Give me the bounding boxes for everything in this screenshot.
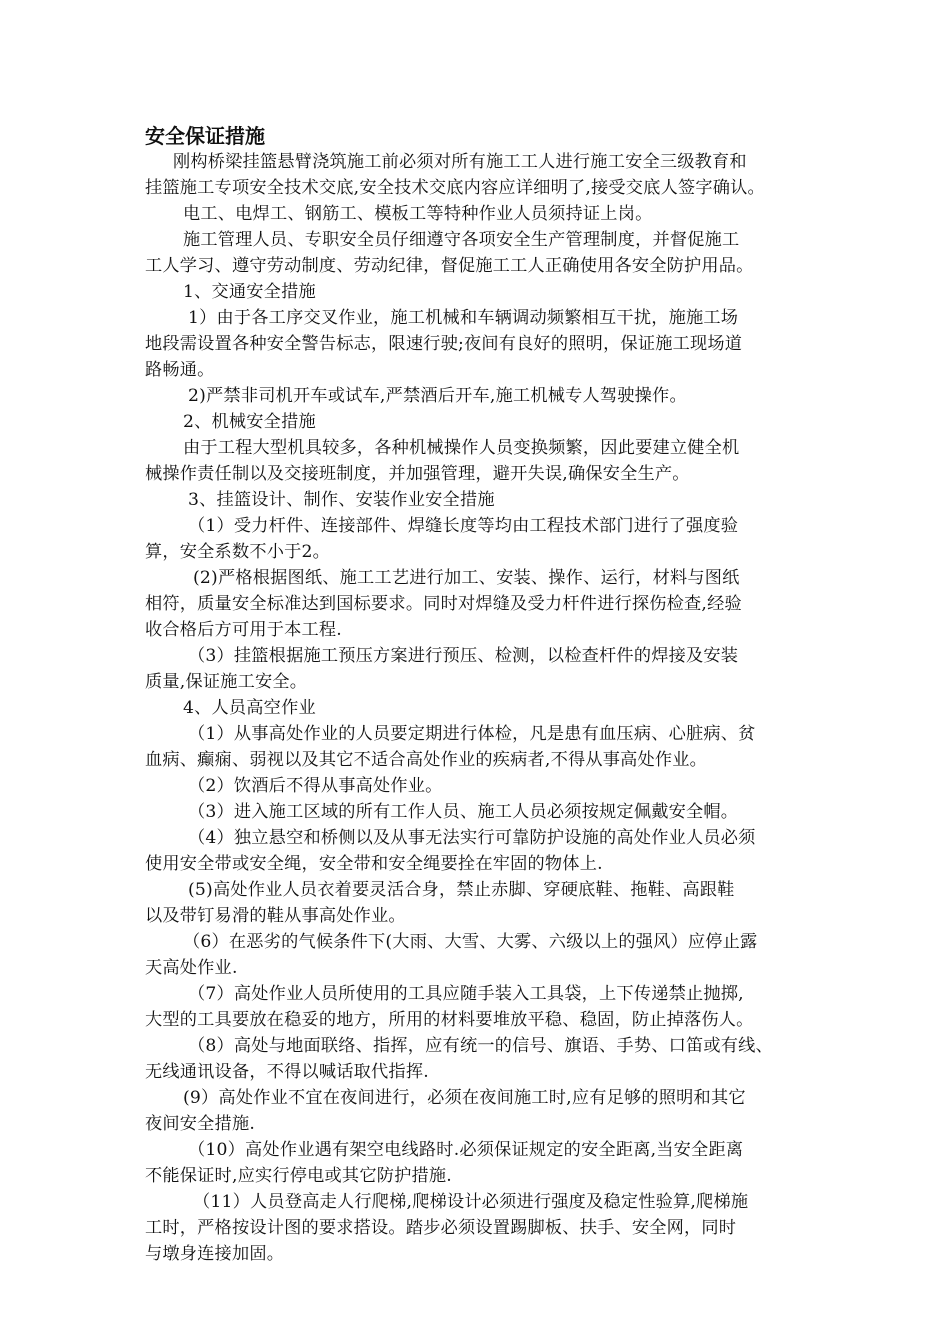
paragraph-line: （3）进入施工区域的所有工作人员、施工人员必须按规定佩戴安全帽。 [188,802,739,822]
paragraph-line: 无线通讯设备，不得以喊话取代指挥. [145,1062,429,1082]
paragraph-line: 天高处作业. [145,958,238,978]
paragraph-line: 工时，严格按设计图的要求搭设。踏步必须设置踢脚板、扶手、安全网，同时 [145,1218,737,1238]
paragraph-line: （2）饮酒后不得从事高处作业。 [188,776,443,796]
paragraph-line: 不能保证时,应实行停电或其它防护措施. [145,1166,452,1186]
paragraph-line: 施工管理人员、专职安全员仔细遵守各项安全生产管理制度，并督促施工 [183,230,740,250]
paragraph-line: 相符，质量安全标准达到国标要求。同时对焊缝及受力杆件进行探伤检查,经验 [145,594,742,614]
document-title: 安全保证措施 [145,124,265,148]
paragraph-line: （1）从事高处作业的人员要定期进行体检，凡是患有血压病、心脏病、贫 [188,724,756,744]
paragraph-line: 质量,保证施工安全。 [145,672,308,692]
paragraph-line: （1）受力杆件、连接部件、焊缝长度等均由工程技术部门进行了强度验 [188,516,739,536]
paragraph-line: （3）挂篮根据施工预压方案进行预压、检测，以检查杆件的焊接及安装 [188,646,739,666]
paragraph-line: 2)严禁非司机开车或试车,严禁酒后开车,施工机械专人驾驶操作。 [188,386,687,406]
paragraph-line: (2)严格根据图纸、施工工艺进行加工、安装、操作、运行，材料与图纸 [193,568,740,588]
paragraph-line: 夜间安全措施. [145,1114,255,1134]
section-heading: 4、人员高空作业 [183,698,316,718]
paragraph-line: （8）高处与地面联络、指挥，应有统一的信号、旗语、手势、口笛或有线、 [188,1036,773,1056]
paragraph-line: 1）由于各工序交叉作业，施工机械和车辆调动频繁相互干扰，施施工场 [188,308,739,328]
paragraph-line: （6）在恶劣的气候条件下(大雨、大雪、大雾、六级以上的强风）应停止露 [183,932,758,952]
paragraph-line: 械操作责任制以及交接班制度，并加强管理，避开失误,确保安全生产。 [145,464,690,484]
paragraph-line: （11）人员登高走人行爬梯,爬梯设计必须进行强度及稳定性验算,爬梯施 [193,1192,749,1212]
paragraph-line: 使用安全带或安全绳，安全带和安全绳要拴在牢固的物体上. [145,854,603,874]
paragraph-line: （7）高处作业人员所使用的工具应随手装入工具袋，上下传递禁止抛掷, [188,984,744,1004]
paragraph-line: 收合格后方可用于本工程. [145,620,342,640]
paragraph-line: （10）高处作业遇有架空电线路时.必须保证规定的安全距离,当安全距离 [188,1140,744,1160]
paragraph-line: 与墩身连接加固。 [145,1244,285,1264]
paragraph-line: (5)高处作业人员衣着要灵活合身，禁止赤脚、穿硬底鞋、拖鞋、高跟鞋 [188,880,735,900]
paragraph-line: 算，安全系数不小于2。 [145,542,331,562]
paragraph-line: 路畅通。 [145,360,215,380]
paragraph-line: 地段需设置各种安全警告标志，限速行驶;夜间有良好的照明，保证施工现场道 [145,334,743,354]
paragraph-line: 挂篮施工专项安全技术交底,安全技术交底内容应详细明了,接受交底人签字确认。 [145,178,765,198]
paragraph-line: 由于工程大型机具较多，各种机械操作人员变换频繁，因此要建立健全机 [183,438,740,458]
paragraph-line: 以及带钉易滑的鞋从事高处作业。 [145,906,406,926]
paragraph-line: 血病、癫痫、弱视以及其它不适合高处作业的疾病者,不得从事高处作业。 [145,750,708,770]
paragraph-line: 大型的工具要放在稳妥的地方，所用的材料要堆放平稳、稳固，防止掉落伤人。 [145,1010,754,1030]
paragraph-line: 电工、电焊工、钢筋工、模板工等特种作业人员须持证上岗。 [183,204,653,224]
paragraph-line: 刚构桥梁挂篮悬臂浇筑施工前必须对所有施工工人进行施工安全三级教育和 [173,152,747,172]
paragraph-line: (9）高处作业不宜在夜间进行，必须在夜间施工时,应有足够的照明和其它 [183,1088,746,1108]
section-heading: 3、挂篮设计、制作、安装作业安全措施 [188,490,495,510]
paragraph-line: （4）独立悬空和桥侧以及从事无法实行可靠防护设施的高处作业人员必须 [188,828,756,848]
paragraph-line: 工人学习、遵守劳动制度、劳动纪律，督促施工工人正确使用各安全防护用品。 [145,256,754,276]
section-heading: 2、机械安全措施 [183,412,316,432]
section-heading: 1、交通安全措施 [183,282,316,302]
